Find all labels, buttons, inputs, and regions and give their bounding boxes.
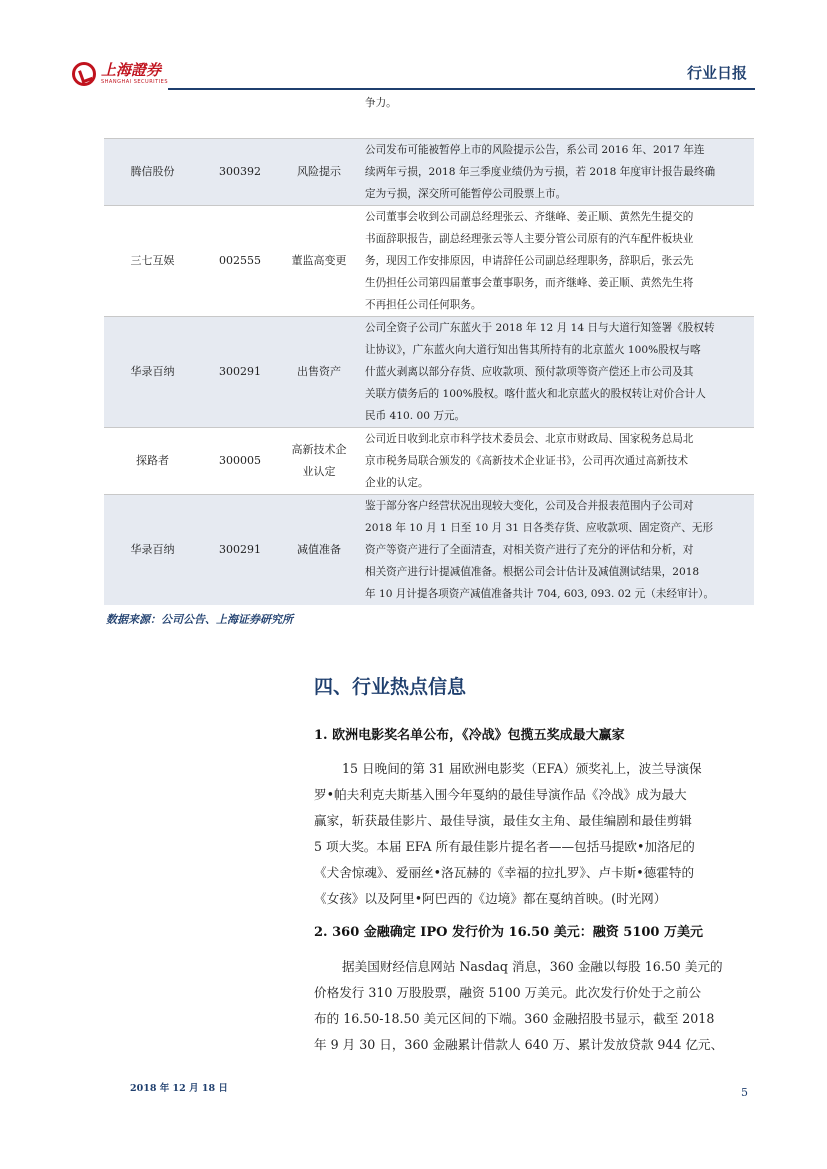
stock-name: 腾信股份 (104, 139, 201, 206)
footer-date: 2018 年 12 月 18 日 (130, 1083, 228, 1094)
description-line: 京市税务局联合颁发的《高新技术企业证书》，公司再次通过高新技术 (365, 455, 689, 467)
logo-en-text: SHANGHAI SECURITIES (101, 79, 169, 85)
description-line: 生仍担任公司第四届董事会董事职务，而齐继峰、姜正顺、黄然先生将 (365, 277, 694, 289)
event-type-line: 减值准备 (297, 543, 341, 556)
stock-code: 300005 (201, 428, 279, 495)
company-announcements-table (104, 92, 754, 605)
description-line: 什蓝火剥离以部分存货、应收款项、预付款项等资产偿还上市公司及其 (365, 366, 694, 378)
stock-name: 三七互娱 (104, 206, 201, 317)
description-line: 公司发布可能被暂停上市的风险提示公告，系公司 2016 年、2017 年连 (365, 144, 705, 156)
paragraph-line: 《女孩》以及阿里•阿巴西的《边境》都在戛纳首映。(时光网） (314, 891, 667, 906)
event-description (359, 317, 754, 428)
continuation-text: 争力。 (365, 97, 397, 109)
event-type (279, 139, 359, 206)
table-row (104, 139, 754, 206)
table-row (104, 317, 754, 428)
paragraph-line: 据美国财经信息网站 Nasdaq 消息，360 金融以每股 16.50 美元的 (342, 959, 723, 974)
paragraph-line: 《犬舍惊魂》、爱丽丝•洛瓦赫的《幸福的拉扎罗》、卢卡斯•德霍特的 (314, 865, 695, 880)
event-type (279, 428, 359, 495)
description-line: 鉴于部分客户经营状况出现较大变化，公司及合并报表范围内子公司对 (365, 500, 694, 512)
event-type (279, 317, 359, 428)
company-logo (72, 60, 168, 88)
page-number: 5 (741, 1086, 748, 1099)
event-type (279, 495, 359, 606)
table-row (104, 206, 754, 317)
news-title-1: 1. 欧洲电影奖名单公布，《冷战》包揽五奖成最大赢家 (314, 728, 625, 743)
logo-cn-text: 上海證券 (101, 61, 162, 79)
event-type-line: 出售资产 (297, 365, 341, 378)
description-line: 定为亏损，深交所可能暂停公司股票上市。 (365, 188, 567, 200)
description-line: 资产等资产进行了全面清查，对相关资产进行了充分的评估和分析，对 (365, 544, 694, 556)
stock-code: 300291 (201, 317, 279, 428)
description-line: 关联方债务后的 100%股权。喀什蓝火和北京蓝火的股权转让对价合计人 (365, 388, 706, 400)
section-heading: 四、行业热点信息 (314, 676, 467, 698)
description-line: 年 10 月计提各项资产减值准备共计 704, 603, 093. 02 元（未经审计）。 (365, 588, 715, 600)
logo-icon (72, 62, 96, 86)
stock-name: 华录百纳 (104, 495, 201, 606)
description-line: 务，现因工作安排原因，申请辞任公司副总经理职务，辞职后，张云先 (365, 255, 694, 267)
data-source-note: 数据来源：公司公告、上海证券研究所 (106, 613, 293, 626)
paragraph-line: 赢家，斩获最佳影片、最佳导演，最佳女主角、最佳编剧和最佳剪辑 (314, 813, 692, 828)
stock-name: 探路者 (104, 428, 201, 495)
description-line: 民币 410. 00 万元。 (365, 410, 466, 422)
event-description (359, 206, 754, 317)
paragraph-line: 5 项大奖。本届 EFA 所有最佳影片提名者——包括马提欧•加洛尼的 (314, 839, 695, 854)
event-description (359, 428, 754, 495)
event-type-line: 高新技术企 (291, 443, 347, 456)
stock-code: 002555 (201, 206, 279, 317)
stock-code: 300291 (201, 495, 279, 606)
description-line: 相关资产进行计提减值准备。根据公司会计估计及减值测试结果，2018 (365, 566, 700, 578)
description-line: 让协议》，广东蓝火向大道行知出售其所持有的北京蓝火 100%股权与喀 (365, 344, 701, 356)
table-row (104, 495, 754, 606)
table-row-continuation (104, 92, 754, 139)
description-line: 公司董事会收到公司副总经理张云、齐继峰、姜正顺、黄然先生提交的 (365, 211, 694, 223)
header-divider (168, 88, 755, 90)
description-line: 书面辞职报告，副总经理张云等人主要分管公司原有的汽车配件板块业 (365, 233, 694, 245)
event-description (359, 495, 754, 606)
report-type: 行业日报 (686, 64, 747, 82)
description-line: 公司近日收到北京市科学技术委员会、北京市财政局、国家税务总局北 (365, 433, 694, 445)
news-paragraph-1 (314, 756, 750, 912)
event-type (279, 206, 359, 317)
description-line: 企业的认定。 (365, 477, 429, 489)
paragraph-line: 罗•帕夫利克夫斯基入围今年戛纳的最佳导演作品《冷战》成为最大 (314, 787, 687, 802)
table-row (104, 428, 754, 495)
description-line: 公司全资子公司广东蓝火于 2018 年 12 月 14 日与大道行知签署《股权转 (365, 322, 715, 334)
paragraph-line: 年 9 月 30 日，360 金融累计借款人 640 万、累计发放贷款 944 亿元、 (314, 1037, 724, 1052)
news-paragraph-2 (314, 954, 750, 1058)
news-title-2: 2. 360 金融确定 IPO 发行价为 16.50 美元：融资 5100 万美元 (314, 925, 703, 940)
stock-name: 华录百纳 (104, 317, 201, 428)
description-line: 2018 年 10 月 1 日至 10 月 31 日各类存货、应收款项、固定资产、无形 (365, 522, 714, 534)
paragraph-line: 15 日晚间的第 31 届欧洲电影奖（EFA）颁奖礼上，波兰导演保 (342, 761, 702, 776)
event-type-line: 风险提示 (297, 165, 341, 178)
description-line: 续两年亏损，2018 年三季度业绩仍为亏损，若 2018 年度审计报告最终确 (365, 166, 716, 178)
event-type-line: 业认定 (302, 465, 336, 478)
paragraph-line: 价格发行 310 万股股票，融资 5100 万美元。此次发行价处于之前公 (314, 985, 701, 1000)
event-description (359, 139, 754, 206)
description-line: 不再担任公司任何职务。 (365, 299, 482, 311)
paragraph-line: 布的 16.50-18.50 美元区间的下端。360 金融招股书显示，截至 2018 (314, 1011, 715, 1026)
event-type-line: 董监高变更 (291, 254, 347, 267)
stock-code: 300392 (201, 139, 279, 206)
